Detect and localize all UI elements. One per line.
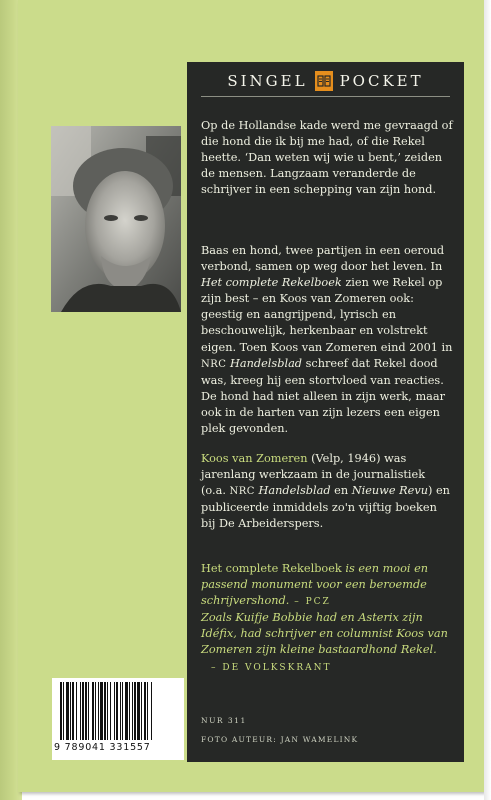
bio-revu: Nieuwe Revu xyxy=(351,484,428,498)
p2-part-a: Baas en hond, twee partijen in een oeroud verbond, samen op weg door het leven. In xyxy=(201,244,445,274)
barcode xyxy=(52,678,184,760)
quote-1-title: Het complete Rekelboek xyxy=(201,562,342,575)
quote-1 xyxy=(201,561,453,610)
handelsblad-label: Handelsblad xyxy=(226,356,303,370)
p2-part-b: zien we Rekel op zijn best – en Koos van Zomeren ook: geestig en aangrijpend, lyrisch en beschouwelijk, herkenbaar en volstrekt eigen. Toen Koos van Zomeren eind 2001 in xyxy=(201,276,453,354)
logo-left-word: SINGEL xyxy=(227,72,308,90)
nrc-label: NRC xyxy=(201,358,227,370)
quote-2 xyxy=(201,610,453,658)
blurb-text-2 xyxy=(201,243,453,437)
author-photo xyxy=(51,126,181,312)
photo-credit: FOTO AUTEUR: JAN WAMELINK xyxy=(201,735,359,744)
logo-divider xyxy=(201,96,450,97)
bio-part-b: en xyxy=(330,484,352,498)
blurb-paragraph-2 xyxy=(201,243,453,437)
book-icon xyxy=(315,71,333,91)
bio-text xyxy=(201,451,453,532)
bio-part-a: (Velp, 1946) was jarenlang werkzaam in de journalistiek (o.a. xyxy=(201,452,426,498)
publisher-logo xyxy=(187,66,464,96)
author-name: Koos van Zomeren xyxy=(201,452,308,465)
bio-nrc: NRC xyxy=(229,486,255,498)
author-bio xyxy=(201,451,453,532)
book-title: Het complete Rekelboek xyxy=(201,276,342,290)
quote-2-source: – DE VOLKSKRANT xyxy=(211,662,332,673)
quote-1-source: – PCZ xyxy=(289,597,331,608)
p2-part-c: schreef dat Rekel dood was, kreeg hij een stortvloed van reacties. De hond had niet alleen in zijn werk, maar ook in de harten van zijn lezers een eigen plek gevonden. xyxy=(201,356,446,436)
bio-handelsblad: Handelsblad xyxy=(254,484,331,498)
barcode-number: 9 789041 331557 xyxy=(54,742,151,753)
barcode-bars xyxy=(60,682,178,742)
bio-part-c: ) en publiceerde inmiddels zo'n vijftig boeken bij De Arbeiderspers. xyxy=(201,484,450,531)
review-quotes xyxy=(201,561,453,676)
logo-right-word: POCKET xyxy=(339,72,424,90)
blurb-text-1: Op de Hollandse kade werd me gevraagd of die hond die ik bij me had, of die Rekel heette. ‘Dan weten wij wie u bent,’ zeiden de mensen. Langzaam veranderde de schrijver in een schepping van zijn hond. xyxy=(201,119,453,197)
quote-1-text: is een mooi en passend monument voor een beroemde schrijvershond. xyxy=(201,562,429,608)
nur-code: NUR 311 xyxy=(201,716,247,725)
quote-2-source-line xyxy=(201,659,453,676)
blurb-paragraph-1 xyxy=(201,118,453,198)
cover-page-edge xyxy=(484,0,491,800)
quote-2-text: Zoals Kuifje Bobbie had en Asterix zijn Idéfix, had schrijver en columnist Koos van Zomeren zijn kleine bastaardhond Rekel. xyxy=(201,611,448,657)
